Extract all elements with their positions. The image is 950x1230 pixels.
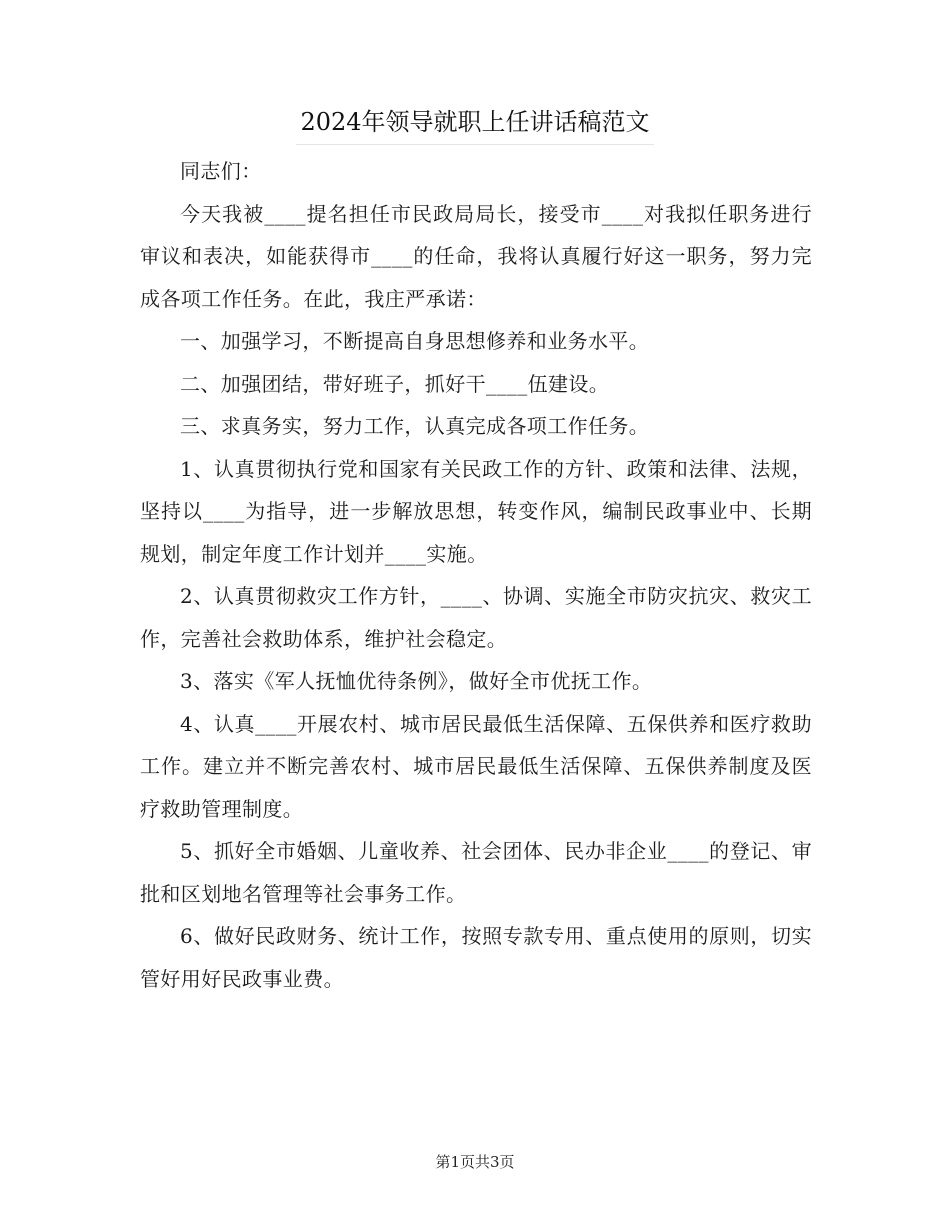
task-item-5: 5、抓好全市婚姻、儿童收养、社会团体、民办非企业____的登记、审批和区划地名管理等社会事务工作。 [140, 839, 812, 906]
task-item-2: 2、认真贯彻救灾工作方针，____、协调、实施全市防灾抗灾、救灾工作，完善社会救助体系，维护社会稳定。 [140, 584, 812, 651]
pledge-item-1: 一、加强学习，不断提高自身思想修养和业务水平。 [180, 329, 650, 353]
pledge-item-2: 二、加强团结，带好班子，抓好干____伍建设。 [180, 371, 610, 396]
page-number-footer: 第1页共3页 [435, 1153, 515, 1171]
task-item-4: 4、认真____开展农村、城市居民最低生活保障、五保供养和医疗救助工作。建立并不断完善农村、城市居民最低生活保障、五保供养制度及医疗救助管理制度。 [140, 711, 812, 821]
task-item-3: 3、落实《军人抚恤优待条例》，做好全市优抚工作。 [180, 669, 653, 693]
intro-paragraph: 今天我被____提名担任市民政局局长，接受市____对我拟任职务进行审议和表决，如能获得市____的任命，我将认真履行好这一职务，努力完成各项工作任务。在此，我庄严承诺： [140, 201, 812, 311]
document-title-text: 2024年领导就职上任讲话稿范文 [296, 100, 653, 145]
document-title [0, 100, 950, 145]
document-body [140, 150, 812, 1000]
task-item-1: 1、认真贯彻执行党和国家有关民政工作的方针、政策和法律、法规，坚持以____为指导，进一步解放思想，转变作风，编制民政事业中、长期规划，制定年度工作计划并____实施。 [140, 456, 812, 566]
pledge-item-3: 三、求真务实，努力工作，认真完成各项工作任务。 [180, 414, 650, 438]
task-item-6: 6、做好民政财务、统计工作，按照专款专用、重点使用的原则，切实管好用好民政事业费。 [140, 924, 812, 991]
salutation: 同志们： [180, 159, 262, 183]
